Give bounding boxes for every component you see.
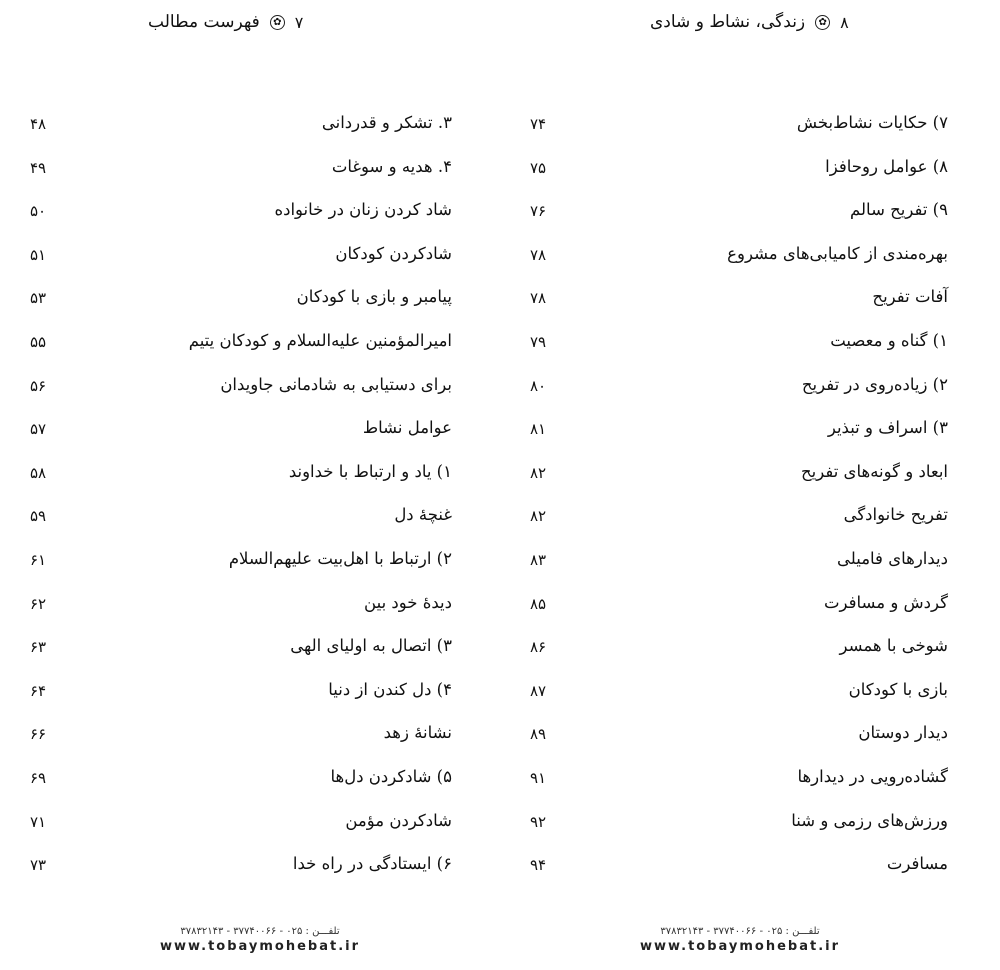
toc-entry-page: ۸۰ [530, 376, 547, 395]
toc-entry-page: ۷۸ [530, 245, 547, 264]
running-head [148, 8, 303, 36]
toc-entry-title: مسافرت [886, 854, 948, 874]
toc-entry-page: ۶۴ [30, 681, 47, 700]
toc-row[interactable] [0, 715, 500, 759]
toc-entry-title: بازی با کودکان [848, 679, 948, 699]
toc-row[interactable] [0, 367, 500, 411]
toc-row[interactable] [0, 803, 500, 847]
flower-ornament-icon: ✿ [815, 15, 830, 30]
toc-entry-title: امیرالمؤمنین علیه‌السلام و کودکان یتیم [188, 330, 452, 350]
toc-row[interactable] [500, 236, 1000, 280]
toc-row[interactable] [500, 149, 1000, 193]
toc-entry-page: ۷۵ [530, 158, 547, 177]
toc-entry-title: ۲) ارتباط با اهل‌بیت علیهم‌السلام [228, 548, 452, 568]
toc-row[interactable] [0, 279, 500, 323]
toc-entry-page: ۸۱ [530, 420, 547, 439]
footer-phone: تلفـــن : ۰۲۵ - ۳۷۷۴۰۰۶۶ - ۳۷۸۳۲۱۴۳ [180, 926, 340, 937]
toc-entry-title: ۳) اسراف و تبذیر [827, 418, 948, 438]
toc-entry-page: ۹۱ [530, 768, 547, 787]
toc-entry-title: شادکردن مؤمن [345, 810, 452, 830]
toc-entry-page: ۸۷ [530, 681, 547, 700]
toc-entry-title: ۴. هدیه و سوغات [331, 156, 452, 176]
footer-url-link[interactable]: www.tobaymohebat.ir [639, 939, 841, 954]
toc-entry-title: ۳) اتصال به اولیای الهی [290, 636, 452, 656]
toc-entry-title: ورزش‌های رزمی و شنا [791, 810, 948, 830]
running-head-title: زندگی، نشاط و شادی [650, 12, 806, 32]
toc-entry-page: ۷۶ [530, 202, 547, 221]
toc-row[interactable] [0, 454, 500, 498]
toc-entry-page: ۷۱ [30, 812, 47, 831]
toc-row[interactable] [500, 628, 1000, 672]
toc-row[interactable] [500, 105, 1000, 149]
toc-entry-page: ۸۲ [530, 463, 547, 482]
toc-row[interactable] [500, 846, 1000, 890]
toc-entry-page: ۷۳ [30, 856, 47, 875]
page-footer [490, 925, 990, 955]
toc-entry-title: ۴) دل کندن از دنیا [328, 679, 452, 699]
toc-row[interactable] [500, 759, 1000, 803]
toc-entry-page: ۹۲ [530, 812, 547, 831]
flower-ornament-icon: ✿ [270, 15, 285, 30]
toc-entry-page: ۵۳ [30, 289, 47, 308]
toc-entry-page: ۶۹ [30, 768, 47, 787]
toc-entry-page: ۷۸ [530, 289, 547, 308]
toc-entry-page: ۷۴ [530, 115, 547, 133]
toc-row[interactable] [0, 759, 500, 803]
page-folio: ۸ [840, 12, 849, 32]
toc-row[interactable] [0, 105, 500, 149]
toc-entry-title: ۶) ایستادگی در راه خدا [292, 854, 452, 874]
toc-row[interactable] [0, 497, 500, 541]
toc-row[interactable] [500, 803, 1000, 847]
toc-entry-title: دیدار دوستان [858, 723, 948, 743]
toc-row[interactable] [0, 149, 500, 193]
toc-entry-title: گشاده‌رویی در دیدارها [797, 766, 948, 786]
toc-entry-page: ۸۳ [530, 550, 547, 569]
running-head [650, 8, 849, 36]
toc-list [0, 105, 500, 890]
toc-row[interactable] [0, 192, 500, 236]
toc-row[interactable] [500, 585, 1000, 629]
toc-row[interactable] [0, 846, 500, 890]
toc-list [500, 105, 1000, 890]
toc-row[interactable] [500, 541, 1000, 585]
toc-entry-page: ۵۶ [30, 376, 47, 395]
page-footer [10, 925, 510, 955]
toc-row[interactable] [0, 323, 500, 367]
toc-entry-title: پیامبر و بازی با کودکان [296, 287, 452, 307]
toc-entry-title: ۱) یاد و ارتباط با خداوند [288, 461, 452, 481]
toc-entry-title: دیدهٔ خود بین [364, 592, 452, 612]
toc-row[interactable] [0, 672, 500, 716]
toc-entry-page: ۵۷ [30, 420, 47, 439]
toc-entry-title: ۱) گناه و معصیت [830, 330, 948, 350]
toc-row[interactable] [500, 323, 1000, 367]
toc-entry-title: گردش و مسافرت [823, 592, 948, 612]
toc-entry-title: شادکردن کودکان [335, 243, 452, 263]
toc-entry-title: عوامل نشاط [362, 418, 452, 438]
toc-entry-page: ۵۱ [30, 245, 47, 264]
toc-entry-title: ۲) زیاده‌روی در تفریح [801, 374, 948, 394]
toc-entry-page: ۷۹ [530, 332, 547, 351]
toc-entry-page: ۵۵ [30, 332, 47, 351]
toc-entry-page: ۸۶ [530, 638, 547, 657]
toc-entry-page: ۹۴ [530, 856, 547, 875]
toc-row[interactable] [500, 410, 1000, 454]
toc-row[interactable] [500, 454, 1000, 498]
toc-entry-page: ۸۲ [530, 507, 547, 526]
toc-row[interactable] [0, 628, 500, 672]
toc-entry-title: تفریح خانوادگی [843, 505, 948, 525]
toc-row[interactable] [0, 236, 500, 280]
page-folio: ۷ [294, 12, 304, 32]
toc-entry-title: ۸) عوامل روحافزا [825, 156, 948, 176]
toc-entry-page: ۸۹ [530, 725, 547, 744]
toc-entry-title: آفات تفریح [872, 287, 948, 307]
toc-row[interactable] [500, 497, 1000, 541]
toc-entry-page: ۶۲ [30, 594, 47, 613]
toc-entry-title: دیدارهای فامیلی [837, 548, 948, 568]
toc-row[interactable] [500, 715, 1000, 759]
toc-entry-title: ۵) شادکردن دل‌ها [330, 766, 452, 786]
toc-entry-page: ۶۳ [30, 638, 47, 657]
toc-entry-title: ۷) حکایات نشاط‌بخش [796, 113, 948, 132]
toc-entry-title: ۳. تشکر و قدردانی [321, 113, 452, 132]
toc-entry-title: غنچهٔ دل [394, 505, 452, 525]
toc-entry-page: ۵۹ [30, 507, 47, 526]
toc-entry-title: ۹) تفریح سالم [850, 200, 948, 220]
toc-row[interactable] [500, 367, 1000, 411]
toc-row[interactable] [0, 541, 500, 585]
toc-entry-page: ۶۶ [30, 725, 47, 744]
right-page [500, 0, 1000, 970]
toc-entry-page: ۵۸ [30, 463, 47, 482]
toc-entry-page: ۴۸ [30, 115, 47, 133]
toc-entry-title: بهره‌مندی از کامیابی‌های مشروع [727, 243, 948, 263]
toc-entry-title: برای دستیابی به شادمانی جاویدان [220, 374, 452, 394]
toc-entry-title: شوخی با همسر [839, 636, 948, 656]
toc-entry-page: ۸۵ [530, 594, 547, 613]
toc-row[interactable] [500, 279, 1000, 323]
toc-entry-title: شاد کردن زنان در خانواده [274, 200, 452, 220]
toc-row[interactable] [500, 672, 1000, 716]
running-head-title: فهرست مطالب [148, 12, 260, 32]
toc-entry-page: ۴۹ [30, 158, 47, 177]
toc-entry-page: ۶۱ [30, 550, 47, 569]
footer-phone: تلفـــن : ۰۲۵ - ۳۷۷۴۰۰۶۶ - ۳۷۸۳۲۱۴۳ [660, 926, 820, 937]
toc-entry-page: ۵۰ [30, 202, 47, 221]
toc-row[interactable] [500, 192, 1000, 236]
footer-url-link[interactable]: www.tobaymohebat.ir [159, 939, 361, 954]
toc-row[interactable] [0, 585, 500, 629]
toc-entry-title: نشانهٔ زهد [383, 723, 452, 743]
toc-row[interactable] [0, 410, 500, 454]
toc-entry-title: ابعاد و گونه‌های تفریح [801, 461, 948, 481]
